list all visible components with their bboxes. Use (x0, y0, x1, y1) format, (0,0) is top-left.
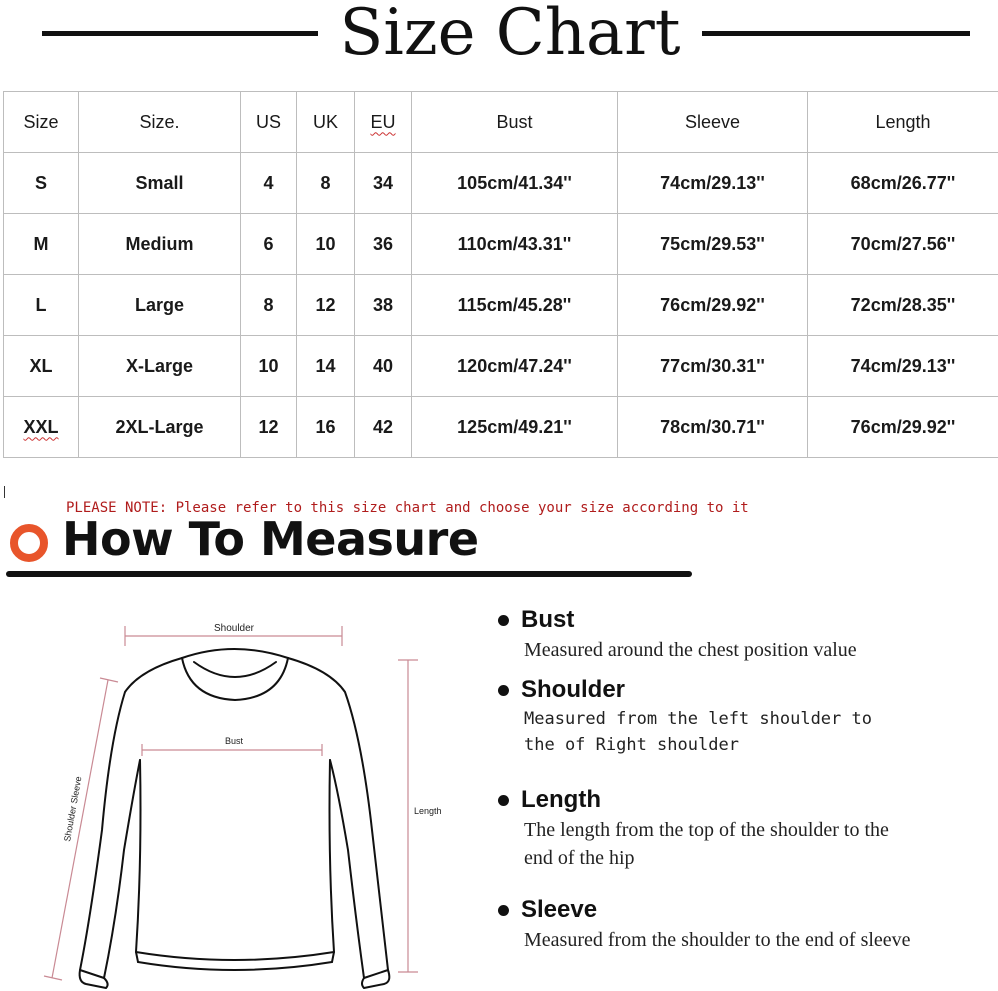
cell-sleeve: 77cm/30.31'' (618, 336, 808, 397)
cell-eu: 38 (355, 275, 412, 336)
cell-uk: 8 (297, 153, 355, 214)
measure-description: Measured around the chest position value (524, 639, 857, 661)
cell-uk: 14 (297, 336, 355, 397)
table-row (4, 397, 998, 458)
bullet-icon (498, 795, 509, 806)
cell-length: 68cm/26.77'' (808, 153, 998, 214)
cell-us: 8 (241, 275, 297, 336)
cell-eu: 34 (355, 153, 412, 214)
measure-description: Measured from the left shoulder to the of Right shoulder (524, 709, 872, 755)
header-eu: EU (355, 92, 412, 153)
header-uk: UK (297, 92, 355, 153)
cell-length: 74cm/29.13'' (808, 336, 998, 397)
measure-label: Sleeve (521, 896, 598, 923)
shoulder-diagram-label: Shoulder (213, 623, 255, 634)
cell-bust: 125cm/49.21'' (412, 397, 618, 458)
title-rule-right (702, 31, 970, 36)
cell-sleeve: 75cm/29.53'' (618, 214, 808, 275)
cell-bust: 115cm/45.28'' (412, 275, 618, 336)
cell-size: M (4, 214, 79, 275)
ring-bullet-icon (10, 524, 48, 562)
how-to-measure-title: How To Measure (62, 512, 479, 566)
cell-sleeve: 76cm/29.92'' (618, 275, 808, 336)
bullet-icon (498, 615, 509, 626)
cell-size: XXL (4, 397, 79, 458)
length-diagram-label: Length (414, 806, 442, 816)
measure-description: Measured from the shoulder to the end of sleeve (524, 929, 911, 951)
bust-diagram-label: Bust (224, 736, 244, 746)
section-underline (6, 571, 692, 577)
cell-sleeve: 78cm/30.71'' (618, 397, 808, 458)
measure-item-length (498, 786, 914, 872)
cell-sleeve: 74cm/29.13'' (618, 153, 808, 214)
bullet-icon (498, 905, 509, 916)
sleeve-measure-line (44, 678, 118, 980)
cell-size: XL (4, 336, 79, 397)
cell-eu: 42 (355, 397, 412, 458)
table-header-row (4, 92, 998, 153)
measure-item-sleeve (498, 896, 924, 954)
cell-uk: 16 (297, 397, 355, 458)
size-chart-header (0, 0, 998, 70)
cell-uk: 10 (297, 214, 355, 275)
sweater-measurement-diagram (30, 600, 470, 991)
cell-eu: 40 (355, 336, 412, 397)
table-row (4, 275, 998, 336)
cell-us: 4 (241, 153, 297, 214)
cell-size-name: Large (79, 275, 241, 336)
cell-us: 6 (241, 214, 297, 275)
cell-size-name: 2XL-Large (79, 397, 241, 458)
cell-size: S (4, 153, 79, 214)
shoulder-sleeve-diagram-label: Shoulder Sleeve (62, 775, 84, 843)
table-row (4, 336, 998, 397)
bullet-icon (498, 685, 509, 696)
page-title: Size Chart (339, 0, 681, 70)
cell-us: 10 (241, 336, 297, 397)
table-row (4, 153, 998, 214)
header-sleeve: Sleeve (618, 92, 808, 153)
text-cursor-mark (4, 486, 5, 498)
measure-description: The length from the top of the shoulder to the end of the hip (524, 819, 889, 869)
cell-bust: 120cm/47.24'' (412, 336, 618, 397)
measure-item-bust (498, 606, 924, 664)
table-row (4, 214, 998, 275)
measure-label: Length (521, 786, 601, 813)
cell-size-name: X-Large (79, 336, 241, 397)
measure-label: Bust (521, 606, 575, 633)
cell-bust: 110cm/43.31'' (412, 214, 618, 275)
cell-uk: 12 (297, 275, 355, 336)
measure-label: Shoulder (521, 676, 626, 703)
header-us: US (241, 92, 297, 153)
cell-length: 76cm/29.92'' (808, 397, 998, 458)
cell-us: 12 (241, 397, 297, 458)
header-size: Size (4, 92, 79, 153)
size-table (3, 91, 998, 458)
cell-bust: 105cm/41.34'' (412, 153, 618, 214)
size-note: PLEASE NOTE: Please refer to this size chart and choose your size according to it (66, 500, 749, 516)
cell-length: 72cm/28.35'' (808, 275, 998, 336)
header-length: Length (808, 92, 998, 153)
cell-size-name: Medium (79, 214, 241, 275)
length-measure-line (398, 660, 418, 972)
title-rule-left (42, 31, 318, 36)
cell-size-name: Small (79, 153, 241, 214)
cell-size: L (4, 275, 79, 336)
cell-eu: 36 (355, 214, 412, 275)
cell-length: 70cm/27.56'' (808, 214, 998, 275)
measure-item-shoulder (498, 676, 904, 758)
header-size-name: Size. (79, 92, 241, 153)
sweater-outline (80, 649, 390, 988)
header-bust: Bust (412, 92, 618, 153)
